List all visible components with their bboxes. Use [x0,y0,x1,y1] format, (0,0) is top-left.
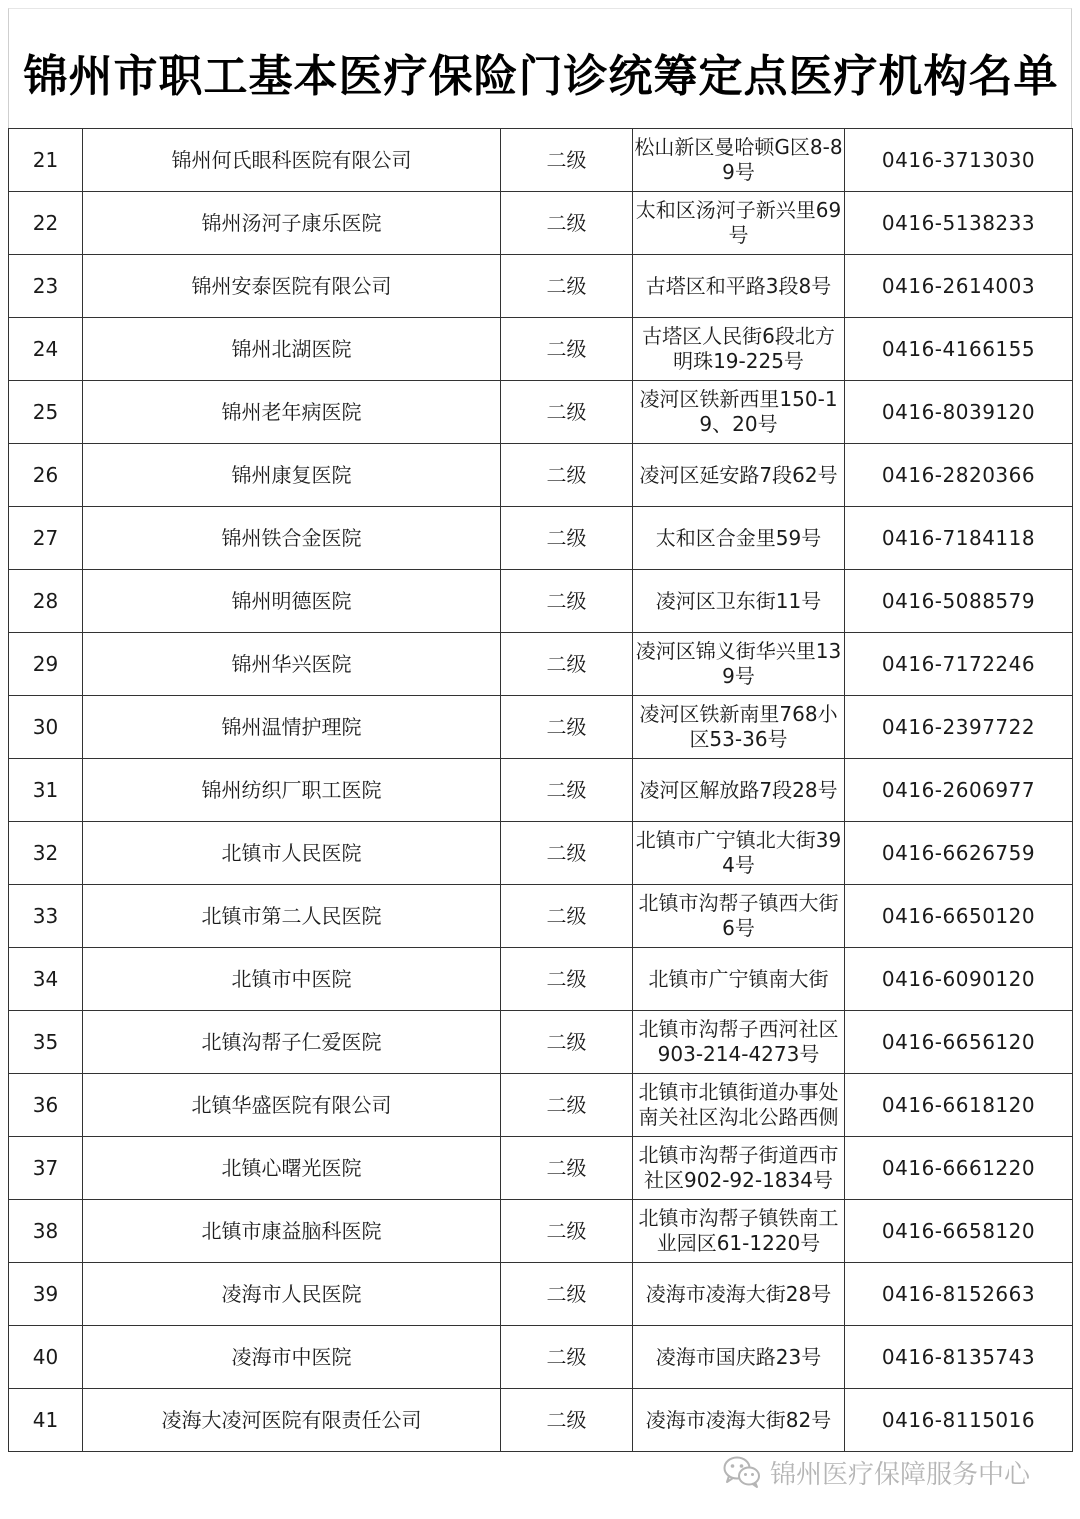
row-number: 28 [9,570,83,633]
institution-level: 二级 [501,822,633,885]
table-row [9,1389,1073,1452]
table-row [9,444,1073,507]
table-row [9,696,1073,759]
institution-phone: 0416-6650120 [845,885,1073,948]
institution-address: 古塔区和平路3段8号 [633,255,845,318]
table-row [9,1074,1073,1137]
institution-name: 锦州老年病医院 [83,381,501,444]
institution-level: 二级 [501,570,633,633]
table-row [9,885,1073,948]
institution-address: 北镇市北镇街道办事处南关社区沟北公路西侧 [633,1074,845,1137]
institution-phone: 0416-8135743 [845,1326,1073,1389]
institution-phone: 0416-2397722 [845,696,1073,759]
institution-address: 太和区合金里59号 [633,507,845,570]
row-number: 22 [9,192,83,255]
institution-phone: 0416-2606977 [845,759,1073,822]
institution-name: 锦州康复医院 [83,444,501,507]
institution-level: 二级 [501,1074,633,1137]
row-number: 36 [9,1074,83,1137]
institution-name: 凌海市中医院 [83,1326,501,1389]
institution-phone: 0416-8039120 [845,381,1073,444]
institution-level: 二级 [501,255,633,318]
institution-phone: 0416-5138233 [845,192,1073,255]
institution-phone: 0416-3713030 [845,129,1073,192]
institution-name: 凌海市人民医院 [83,1263,501,1326]
institution-level: 二级 [501,444,633,507]
institution-level: 二级 [501,633,633,696]
institution-phone: 0416-2820366 [845,444,1073,507]
institution-name: 锦州明德医院 [83,570,501,633]
institution-address: 太和区汤河子新兴里69号 [633,192,845,255]
institution-address: 北镇市沟帮子西河社区903-214-4273号 [633,1011,845,1074]
institution-table [8,128,1073,1452]
table-row [9,1200,1073,1263]
institution-phone: 0416-6658120 [845,1200,1073,1263]
institution-name: 北镇市第二人民医院 [83,885,501,948]
institution-address: 古塔区人民街6段北方明珠19-225号 [633,318,845,381]
institution-phone: 0416-6626759 [845,822,1073,885]
institution-address: 凌河区锦义街华兴里139号 [633,633,845,696]
row-number: 41 [9,1389,83,1452]
institution-name: 锦州铁合金医院 [83,507,501,570]
row-number: 40 [9,1326,83,1389]
row-number: 30 [9,696,83,759]
institution-name: 锦州何氏眼科医院有限公司 [83,129,501,192]
institution-name: 锦州华兴医院 [83,633,501,696]
institution-name: 北镇心曙光医院 [83,1137,501,1200]
title-box [8,8,1072,128]
institution-name: 锦州汤河子康乐医院 [83,192,501,255]
institution-level: 二级 [501,948,633,1011]
institution-name: 锦州纺织厂职工医院 [83,759,501,822]
row-number: 32 [9,822,83,885]
page-title: 锦州市职工基本医疗保险门诊统筹定点医疗机构名单 [23,51,1059,102]
institution-level: 二级 [501,1011,633,1074]
row-number: 27 [9,507,83,570]
row-number: 33 [9,885,83,948]
institution-level: 二级 [501,885,633,948]
table-row [9,1137,1073,1200]
institution-name: 北镇市康益脑科医院 [83,1200,501,1263]
institution-phone: 0416-2614003 [845,255,1073,318]
institution-address: 北镇市沟帮子镇铁南工业园区61-1220号 [633,1200,845,1263]
institution-level: 二级 [501,1326,633,1389]
institution-phone: 0416-6618120 [845,1074,1073,1137]
institution-phone: 0416-6090120 [845,948,1073,1011]
row-number: 24 [9,318,83,381]
institution-level: 二级 [501,696,633,759]
table-row [9,192,1073,255]
institution-name: 北镇华盛医院有限公司 [83,1074,501,1137]
row-number: 31 [9,759,83,822]
institution-name: 锦州温情护理院 [83,696,501,759]
table-row [9,822,1073,885]
table-row [9,255,1073,318]
institution-name: 北镇沟帮子仁爱医院 [83,1011,501,1074]
row-number: 38 [9,1200,83,1263]
table-row [9,1326,1073,1389]
institution-phone: 0416-7172246 [845,633,1073,696]
table-row [9,948,1073,1011]
row-number: 34 [9,948,83,1011]
row-number: 35 [9,1011,83,1074]
institution-level: 二级 [501,759,633,822]
row-number: 37 [9,1137,83,1200]
institution-phone: 0416-7184118 [845,507,1073,570]
institution-address: 凌河区铁新西里150-19、20号 [633,381,845,444]
institution-name: 北镇市人民医院 [83,822,501,885]
institution-phone: 0416-5088579 [845,570,1073,633]
table-row [9,129,1073,192]
institution-level: 二级 [501,318,633,381]
source-name: 锦州医疗保障服务中心 [770,1459,1031,1490]
table-row [9,1263,1073,1326]
table-row [9,570,1073,633]
institution-phone: 0416-6656120 [845,1011,1073,1074]
table-row [9,1011,1073,1074]
row-number: 23 [9,255,83,318]
institution-name: 锦州北湖医院 [83,318,501,381]
institution-address: 北镇市沟帮子镇西大街6号 [633,885,845,948]
institution-address: 凌河区延安路7段62号 [633,444,845,507]
institution-address: 凌海市凌海大街28号 [633,1263,845,1326]
table-row [9,507,1073,570]
institution-name: 北镇市中医院 [83,948,501,1011]
institution-address: 凌河区铁新南里768小区53-36号 [633,696,845,759]
institution-phone: 0416-6661220 [845,1137,1073,1200]
institution-level: 二级 [501,129,633,192]
institution-level: 二级 [501,1389,633,1452]
institution-name: 凌海大凌河医院有限责任公司 [83,1389,501,1452]
institution-name: 锦州安泰医院有限公司 [83,255,501,318]
institution-phone: 0416-8115016 [845,1389,1073,1452]
row-number: 39 [9,1263,83,1326]
institution-phone: 0416-4166155 [845,318,1073,381]
institution-address: 北镇市广宁镇北大街394号 [633,822,845,885]
institution-address: 凌河区卫东街11号 [633,570,845,633]
source-watermark [722,1452,1030,1492]
row-number: 21 [9,129,83,192]
table-row [9,318,1073,381]
wechat-icon [722,1455,762,1489]
institution-level: 二级 [501,1200,633,1263]
row-number: 26 [9,444,83,507]
institution-address: 北镇市广宁镇南大街 [633,948,845,1011]
table-row [9,633,1073,696]
institution-address: 凌河区解放路7段28号 [633,759,845,822]
institution-phone: 0416-8152663 [845,1263,1073,1326]
institution-level: 二级 [501,381,633,444]
row-number: 29 [9,633,83,696]
institution-address: 北镇市沟帮子街道西市社区902-92-1834号 [633,1137,845,1200]
table-row [9,759,1073,822]
institution-level: 二级 [501,507,633,570]
institution-address: 凌海市凌海大街82号 [633,1389,845,1452]
institution-address: 松山新区曼哈顿G区8-89号 [633,129,845,192]
institution-level: 二级 [501,192,633,255]
table-row [9,381,1073,444]
row-number: 25 [9,381,83,444]
institution-level: 二级 [501,1263,633,1326]
institution-level: 二级 [501,1137,633,1200]
institution-address: 凌海市国庆路23号 [633,1326,845,1389]
